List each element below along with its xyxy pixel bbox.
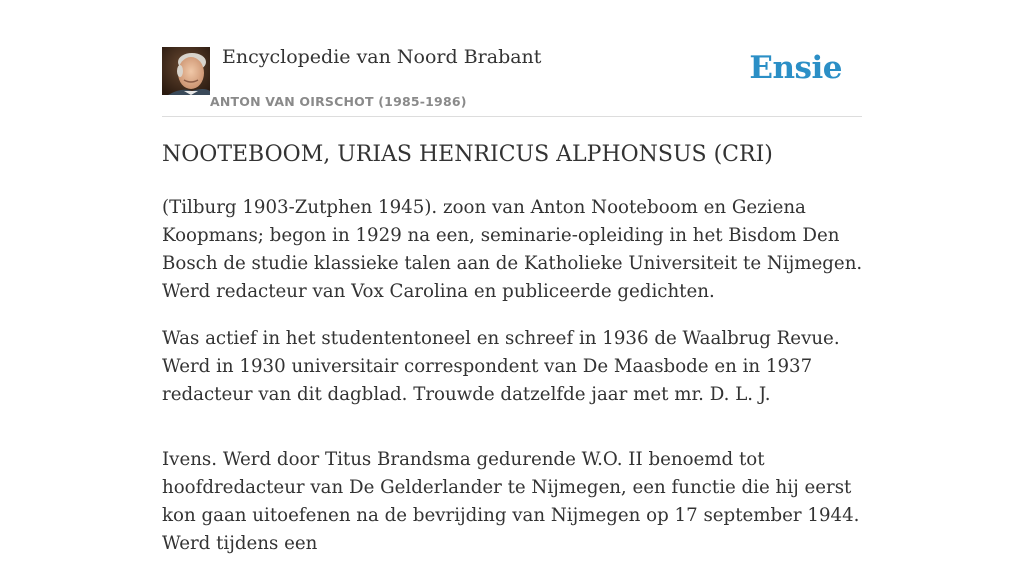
page-header <box>162 44 862 117</box>
encyclopedia-title[interactable]: Encyclopedie van Noord Brabant <box>222 46 542 68</box>
author-avatar[interactable] <box>162 47 210 95</box>
article-paragraph: Ivens. Werd door Titus Brandsma gedurende W.O. II benoemd tot hoofdredacteur van De Gelderlander te Nijmegen, een functie die hij eerst kon gaan uitoefenen na de bevrijding van Nijmegen op 17 september 1944. Werd tijdens een <box>162 449 860 554</box>
article-paragraph: Was actief in het studententoneel en schreef in 1936 de Waalbrug Revue. Werd in 1930 universitair correspondent van De Maasbode en in 1937 redacteur van dit dagblad. Trouwde datzelfde jaar met mr. D. L. J. <box>162 328 840 405</box>
article <box>162 140 864 577</box>
article-title: NOOTEBOOM, URIAS HENRICUS ALPHONSUS (CRI) <box>162 142 773 167</box>
author-name[interactable]: ANTON VAN OIRSCHOT (1985-1986) <box>210 94 467 109</box>
author-portrait-image <box>162 47 210 95</box>
brand-logo[interactable]: Ensie <box>749 50 842 86</box>
article-paragraph: (Tilburg 1903-Zutphen 1945). zoon van Anton Nooteboom en Geziena Koopmans; begon in 1929 na een, seminarie-opleiding in het Bisdom Den Bosch de studie klassieke talen aan de Katholieke Universiteit te Nijmegen. Werd redacteur van Vox Carolina en publiceerde gedichten. <box>162 197 863 302</box>
